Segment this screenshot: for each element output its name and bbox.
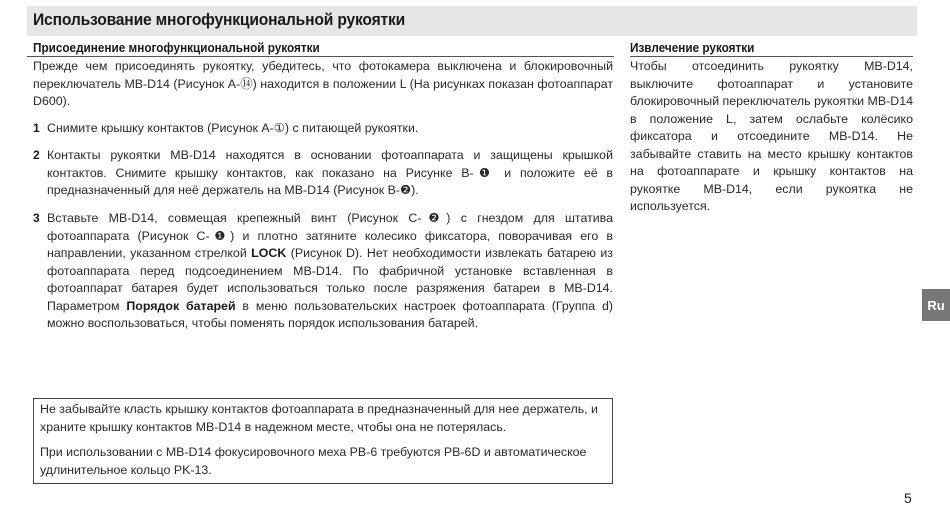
remove-section-text: Чтобы отсоединить рукоятку MB-D14, выключите фотоаппарат и установите блокировочный переключатель рукоятки MB-D14 в положение L, затем ослабьте колёсико фиксатора и отсоедините MB-D14. Не забывайте ставить на место крышку контактов на фотоаппарате и крышку контактов на рукоятке MB-D14, если рукоятка не используется. [630, 59, 913, 213]
page-number: 5 [904, 490, 912, 506]
attach-intro: Прежде чем присоединять рукоятку, убедитесь, что фотокамера выключена и блокировочный переключатель MB-D14 (Рисунок A-⑭) находится в положении L (На рисунках показан фотоаппарат D600). [33, 59, 613, 108]
step-2-text: Контакты рукоятки MB-D14 находятся в основании фотоаппарата и защищены крышкой контактов. Снимите крышку контактов, как показано на Рисунке B-❶ и положите её в предназначенный для неё держатель на MB-D14 (Рисунок B-❷). [47, 148, 613, 197]
page-title: Использование многофункциональной рукоятки [33, 10, 406, 29]
step-3-number: 3 [33, 211, 40, 225]
note-line-1: Не забывайте класть крышку контактов фотоаппарата в предназначенный для нее держатель, и храните крышку контактов MB-D14 в надежном месте, чтобы она не потерялась. [40, 402, 598, 434]
attach-section-title: Присоединение многофункциональной рукоятки [33, 41, 320, 55]
remove-section-rule [630, 56, 913, 57]
step-3-text-middle: (Рисунок D). Нет необходимости извлекать батарею из фотоаппарата перед подсоединением MB-D14. По фабричной устанoвке вставленная в фотоаппарат батарея будет использоваться только после разряжения батареи в MB-D14. Параметром [47, 246, 613, 313]
step-1-number: 1 [33, 121, 40, 135]
attach-section-rule [27, 56, 614, 57]
step-2-number: 2 [33, 148, 40, 162]
step-1-text: Снимите крышку контактов (Рисунок A-①) с питающей рукоятки. [47, 121, 419, 135]
language-tab[interactable]: Ru [922, 289, 950, 321]
lock-label: LOCK [251, 246, 287, 260]
note-line-2: При использовании с MB-D14 фокусировочного меха PB-6 требуются PB-6D и автоматическое удлинительное кольцо PK-13. [40, 445, 587, 477]
remove-section-title: Извлечение рукоятки [630, 41, 755, 55]
step-3-text [47, 210, 613, 333]
battery-order-setting: Порядок батарей [126, 298, 236, 313]
step-3-text-after: в меню пользовательских настроек фотоаппарата (Группа d) можно воспользоваться, чтобы поменять порядок использования батарей. [47, 298, 613, 330]
step-3-text-before: Вставьте MB-D14, совмещая крепежный винт (Рисунок C-❷) с гнездом для штатива фотоаппарата (Рисунок C-❶) и плотно затяните колесико фиксатора, поворачивая его в направлении, указанном стрелкой [47, 211, 613, 260]
